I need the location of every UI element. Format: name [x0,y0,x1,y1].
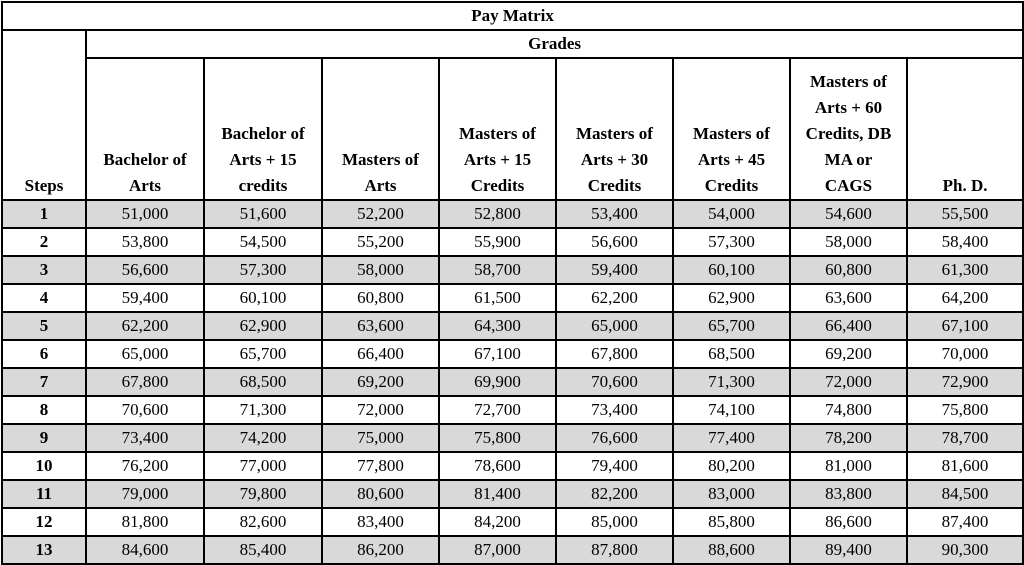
salary-cell: 62,900 [204,312,322,340]
salary-cell: 69,200 [322,368,439,396]
salary-cell: 78,700 [907,424,1023,452]
grade-column-header-line: Credits [470,176,525,195]
grade-column-header-line: Bachelor of [103,150,187,169]
table-row [2,452,1023,480]
salary-cell: 75,000 [322,424,439,452]
salary-cell: 88,600 [673,536,790,564]
salary-cell: 84,600 [86,536,204,564]
salary-cell: 81,400 [439,480,556,508]
grade-column-header-line: Arts + 15 [229,150,297,169]
step-cell: 7 [2,368,86,396]
grade-column-header-line: Masters of [576,124,653,143]
grade-column-header-line: MA or [824,150,873,169]
salary-cell: 67,800 [86,368,204,396]
grade-column-header-line: Arts [128,176,162,195]
salary-cell: 60,800 [322,284,439,312]
salary-cell: 84,200 [439,508,556,536]
table-row [2,228,1023,256]
step-cell: 10 [2,452,86,480]
table-row [2,200,1023,228]
grade-column-header [439,58,556,200]
salary-cell: 79,800 [204,480,322,508]
salary-cell: 69,900 [439,368,556,396]
salary-cell: 65,700 [673,312,790,340]
salary-cell: 61,500 [439,284,556,312]
salary-cell: 86,600 [790,508,907,536]
grade-column-header-line: credits [238,176,288,195]
grade-column-header [322,58,439,200]
salary-cell: 58,000 [790,228,907,256]
table-row [2,256,1023,284]
salary-cell: 60,100 [204,284,322,312]
salary-cell: 84,500 [907,480,1023,508]
salary-cell: 55,500 [907,200,1023,228]
salary-cell: 70,600 [86,396,204,424]
salary-cell: 51,600 [204,200,322,228]
salary-cell: 51,000 [86,200,204,228]
table-row [2,396,1023,424]
salary-cell: 68,500 [673,340,790,368]
grade-column-header-line: Arts + 30 [580,150,649,169]
step-cell: 12 [2,508,86,536]
salary-cell: 72,000 [322,396,439,424]
grade-column-header-line: Credits [587,176,642,195]
salary-cell: 85,800 [673,508,790,536]
salary-cell: 72,900 [907,368,1023,396]
salary-cell: 87,800 [556,536,673,564]
step-cell: 9 [2,424,86,452]
salary-cell: 54,000 [673,200,790,228]
salary-cell: 55,200 [322,228,439,256]
salary-cell: 74,800 [790,396,907,424]
salary-cell: 57,300 [673,228,790,256]
salary-cell: 77,800 [322,452,439,480]
salary-cell: 74,200 [204,424,322,452]
table-row [2,424,1023,452]
grade-column-header [204,58,322,200]
salary-cell: 71,300 [204,396,322,424]
salary-cell: 81,000 [790,452,907,480]
salary-cell: 63,600 [322,312,439,340]
salary-cell: 73,400 [86,424,204,452]
salary-cell: 77,400 [673,424,790,452]
salary-cell: 55,900 [439,228,556,256]
grade-column-header-line: Bachelor of [221,124,305,143]
grade-column-header [673,58,790,200]
salary-cell: 54,600 [790,200,907,228]
salary-cell: 90,300 [907,536,1023,564]
salary-cell: 72,000 [790,368,907,396]
table-title: Pay Matrix [2,2,1023,30]
grade-column-header-line: Masters of [693,124,770,143]
salary-cell: 59,400 [556,256,673,284]
salary-cell: 75,800 [439,424,556,452]
salary-cell: 68,500 [204,368,322,396]
table-row [2,508,1023,536]
salary-cell: 65,000 [86,340,204,368]
grade-column-header-line: Arts + 45 [697,150,766,169]
salary-cell: 78,600 [439,452,556,480]
step-cell: 11 [2,480,86,508]
step-cell: 3 [2,256,86,284]
steps-header: Steps [2,30,86,200]
step-cell: 4 [2,284,86,312]
grade-column-header-line: Arts [364,176,397,195]
table-row [2,284,1023,312]
pay-matrix-table [1,1,1024,565]
salary-cell: 67,800 [556,340,673,368]
step-cell: 6 [2,340,86,368]
grade-column-header-line: Credits [704,176,759,195]
salary-cell: 63,600 [790,284,907,312]
step-cell: 1 [2,200,86,228]
salary-cell: 78,200 [790,424,907,452]
salary-cell: 56,600 [86,256,204,284]
salary-cell: 58,400 [907,228,1023,256]
grade-column-header-line: Masters of [810,72,887,91]
grade-column-headers [2,58,1023,200]
grade-column-header-line: Arts + 60 [814,98,883,117]
step-cell: 2 [2,228,86,256]
salary-cell: 83,800 [790,480,907,508]
salary-cell: 87,400 [907,508,1023,536]
salary-cell: 61,300 [907,256,1023,284]
salary-cell: 56,600 [556,228,673,256]
salary-cell: 58,000 [322,256,439,284]
salary-cell: 80,600 [322,480,439,508]
salary-cell: 62,200 [86,312,204,340]
salary-cell: 79,400 [556,452,673,480]
salary-cell: 52,200 [322,200,439,228]
salary-cell: 52,800 [439,200,556,228]
grade-column-header-line: Ph. D. [942,176,988,195]
pay-matrix-body [2,200,1023,564]
salary-cell: 54,500 [204,228,322,256]
salary-cell: 65,700 [204,340,322,368]
salary-cell: 64,200 [907,284,1023,312]
salary-cell: 69,200 [790,340,907,368]
salary-cell: 89,400 [790,536,907,564]
salary-cell: 67,100 [439,340,556,368]
salary-cell: 73,400 [556,396,673,424]
salary-cell: 81,800 [86,508,204,536]
salary-cell: 66,400 [790,312,907,340]
step-cell: 13 [2,536,86,564]
table-row [2,368,1023,396]
salary-cell: 59,400 [86,284,204,312]
salary-cell: 86,200 [322,536,439,564]
step-cell: 5 [2,312,86,340]
grade-column-header [790,58,907,200]
table-row [2,340,1023,368]
grade-column-header-line: CAGS [824,176,873,195]
salary-cell: 62,900 [673,284,790,312]
salary-cell: 72,700 [439,396,556,424]
salary-cell: 58,700 [439,256,556,284]
grade-column-header-line: Credits, DB [805,124,892,143]
salary-cell: 76,600 [556,424,673,452]
salary-cell: 60,100 [673,256,790,284]
salary-cell: 70,600 [556,368,673,396]
table-row [2,312,1023,340]
salary-cell: 82,200 [556,480,673,508]
salary-cell: 66,400 [322,340,439,368]
salary-cell: 82,600 [204,508,322,536]
salary-cell: 64,300 [439,312,556,340]
salary-cell: 79,000 [86,480,204,508]
salary-cell: 81,600 [907,452,1023,480]
salary-cell: 53,800 [86,228,204,256]
grade-column-header-line: Arts + 15 [463,150,532,169]
grade-column-header [556,58,673,200]
salary-cell: 71,300 [673,368,790,396]
salary-cell: 77,000 [204,452,322,480]
salary-cell: 85,400 [204,536,322,564]
salary-cell: 83,400 [322,508,439,536]
salary-cell: 85,000 [556,508,673,536]
salary-cell: 65,000 [556,312,673,340]
salary-cell: 75,800 [907,396,1023,424]
salary-cell: 87,000 [439,536,556,564]
salary-cell: 80,200 [673,452,790,480]
grade-column-header [907,58,1023,200]
salary-cell: 70,000 [907,340,1023,368]
salary-cell: 62,200 [556,284,673,312]
salary-cell: 60,800 [790,256,907,284]
table-row [2,536,1023,564]
salary-cell: 67,100 [907,312,1023,340]
grade-column-header-line: Masters of [459,124,536,143]
salary-cell: 53,400 [556,200,673,228]
grades-header: Grades [86,30,1023,58]
grade-column-header-line: Masters of [342,150,419,169]
step-cell: 8 [2,396,86,424]
salary-cell: 57,300 [204,256,322,284]
salary-cell: 83,000 [673,480,790,508]
grade-column-header [86,58,204,200]
salary-cell: 74,100 [673,396,790,424]
table-row [2,480,1023,508]
salary-cell: 76,200 [86,452,204,480]
